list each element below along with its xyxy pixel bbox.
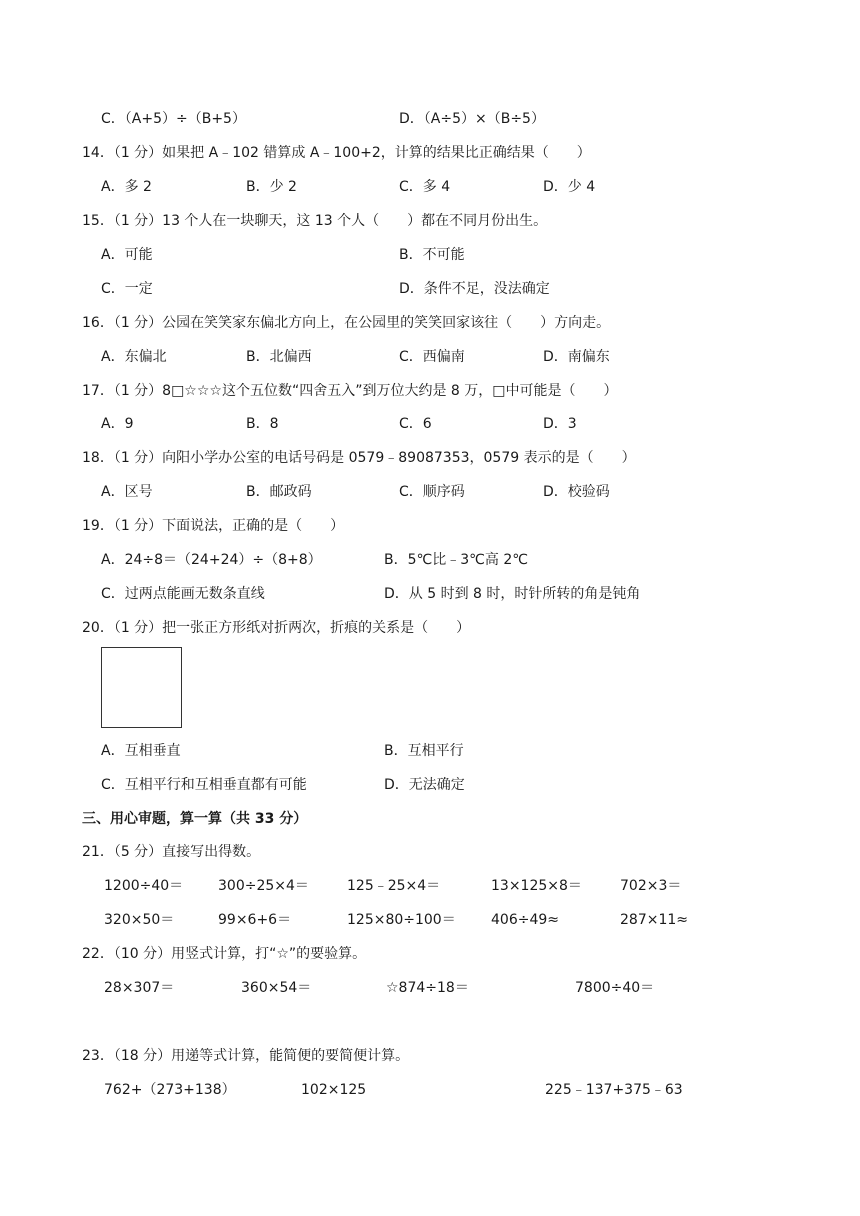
q14-option-d: D．少 4	[543, 179, 596, 195]
q19-option-b: B．5℃比﹣3℃高 2℃	[384, 552, 528, 568]
q19-stem: 19．（1 分）下面说法，正确的是（ ）	[82, 518, 345, 534]
q18-option-a: A．区号	[101, 484, 153, 500]
q13-option-d: D．（A÷5）×（B÷5）	[399, 111, 545, 127]
section-3-title: 三、用心审题，算一算（共 33 分）	[82, 811, 308, 827]
q17-option-a: A．9	[101, 416, 134, 432]
q15-option-a: A．可能	[101, 247, 153, 263]
q23-item: 225﹣137+375﹣63	[545, 1082, 683, 1098]
q14-option-c: C．多 4	[399, 179, 451, 195]
q21-item: 1200÷40＝	[104, 878, 184, 894]
q22-item: ☆874÷18＝	[386, 980, 469, 996]
q23-item: 762+（273+138）	[104, 1082, 236, 1098]
q19-option-c: C．过两点能画无数条直线	[101, 586, 265, 602]
q17-option-d: D．3	[543, 416, 577, 432]
q15-stem: 15．（1 分）13 个人在一块聊天，这 13 个人（ ）都在不同月份出生。	[82, 213, 548, 229]
q21-item: 13×125×8＝	[491, 878, 582, 894]
q14-stem: 14．（1 分）如果把 A﹣102 错算成 A﹣100+2，计算的结果比正确结果（ ）	[82, 145, 591, 161]
square-paper-figure	[101, 647, 182, 728]
q17-stem: 17．（1 分）8□☆☆☆这个五位数“四舍五入”到万位大约是 8 万，□中可能是（ ）	[82, 383, 618, 399]
q18-option-c: C．顺序码	[399, 484, 465, 500]
q21-stem: 21．（5 分）直接写出得数。	[82, 844, 261, 860]
q13-option-c: C．（A+5）÷（B+5）	[101, 111, 246, 127]
q20-option-c: C．互相平行和互相垂直都有可能	[101, 777, 307, 793]
q20-option-d: D．无法确定	[384, 777, 465, 793]
q20-option-a: A．互相垂直	[101, 743, 181, 759]
q16-option-c: C．西偏南	[399, 349, 465, 365]
q21-item: 125﹣25×4＝	[347, 878, 441, 894]
q21-item: 300÷25×4＝	[218, 878, 309, 894]
q17-option-b: B．8	[246, 416, 279, 432]
q20-option-b: B．互相平行	[384, 743, 464, 759]
q16-option-a: A．东偏北	[101, 349, 167, 365]
q14-option-b: B．少 2	[246, 179, 297, 195]
q22-item: 7800÷40＝	[575, 980, 655, 996]
q18-stem: 18．（1 分）向阳小学办公室的电话号码是 0579﹣89087353，0579 表示的是（ ）	[82, 450, 636, 466]
q21-item: 320×50＝	[104, 912, 175, 928]
q21-item: 702×3＝	[620, 878, 682, 894]
q23-item: 102×125	[301, 1082, 367, 1098]
q17-option-c: C．6	[399, 416, 432, 432]
q18-option-d: D．校验码	[543, 484, 610, 500]
q16-stem: 16．（1 分）公园在笑笑家东偏北方向上，在公园里的笑笑回家该往（ ）方向走。	[82, 315, 611, 331]
q21-item: 287×11≈	[620, 912, 688, 928]
q22-item: 28×307＝	[104, 980, 175, 996]
q20-stem: 20．（1 分）把一张正方形纸对折两次，折痕的关系是（ ）	[82, 620, 471, 636]
q16-option-d: D．南偏东	[543, 349, 610, 365]
q18-option-b: B．邮政码	[246, 484, 312, 500]
q14-option-a: A．多 2	[101, 179, 152, 195]
q16-option-b: B．北偏西	[246, 349, 312, 365]
q15-option-b: B．不可能	[399, 247, 465, 263]
q22-stem: 22．（10 分）用竖式计算，打“☆”的要验算。	[82, 946, 367, 962]
q15-option-c: C．一定	[101, 281, 153, 297]
q23-stem: 23．（18 分）用递等式计算，能简便的要简便计算。	[82, 1048, 410, 1064]
q15-option-d: D．条件不足，没法确定	[399, 281, 550, 297]
q22-item: 360×54＝	[241, 980, 312, 996]
q19-option-a: A．24÷8＝（24+24）÷（8+8）	[101, 552, 322, 568]
q21-item: 125×80÷100＝	[347, 912, 456, 928]
q19-option-d: D．从 5 时到 8 时，时针所转的角是钝角	[384, 586, 641, 602]
q21-item: 99×6+6＝	[218, 912, 292, 928]
q21-item: 406÷49≈	[491, 912, 559, 928]
